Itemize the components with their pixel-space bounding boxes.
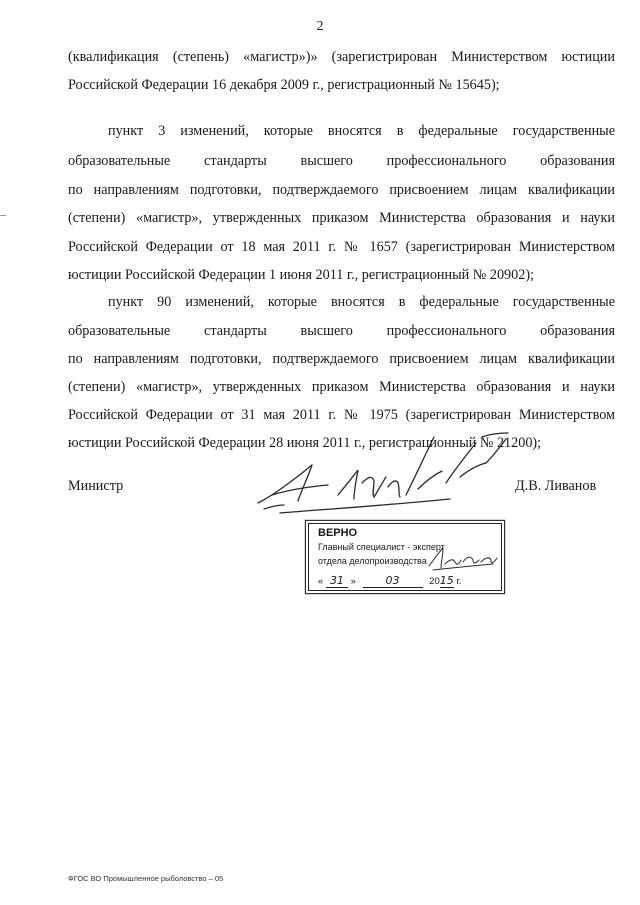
page-number: 2 (316, 19, 324, 34)
text-line: образовательные стандарты высшего профессионального образования (68, 153, 615, 169)
stamp-signature (427, 542, 499, 576)
date-month: 03 (363, 574, 423, 588)
text-line: пункт 3 изменений, которые вносятся в федеральные государственные (108, 123, 615, 139)
date-year-end: г. (456, 576, 462, 587)
date-year-prefix: 20 (429, 576, 440, 587)
stamp-title: ВЕРНО (318, 527, 358, 539)
date-open-quote: « (318, 576, 324, 587)
minister-title: Министр (68, 478, 124, 494)
text-line: образовательные стандарты высшего профессионального образования (68, 323, 615, 339)
stamp-department: отдела делопроизводства (318, 556, 427, 566)
text-line: по направлениям подготовки, подтверждаемого присвоением лицам квалификации (68, 351, 615, 367)
text-line: Российской Федерации от 31 мая 2011 г. № 1975 (зарегистрирован Министерством (68, 407, 615, 423)
date-day: 31 (326, 574, 348, 588)
stamp-date (318, 574, 461, 588)
text-line: (степени) «магистр», утвержденных приказом Министерства образования и науки (68, 379, 615, 395)
margin-mark (0, 215, 6, 216)
minister-name: Д.В. Ливанов (515, 478, 597, 494)
stamp-position: Главный специалист - эксперт (318, 542, 445, 552)
text-line: (квалификация (степень) «магистр»)» (зарегистрирован Министерством юстиции (68, 49, 615, 65)
text-line: (степени) «магистр», утвержденных приказом Министерства образования и науки (68, 210, 615, 226)
footer-text: ФГОС ВО Промышленное рыболовство – 05 (68, 874, 224, 883)
text-line: Российской Федерации 16 декабря 2009 г., регистрационный № 15645); (68, 77, 500, 93)
text-line: по направлениям подготовки, подтверждаемого присвоением лицам квалификации (68, 182, 615, 198)
date-year-suffix: 15 (439, 574, 454, 587)
text-line: Российской Федерации от 18 мая 2011 г. № 1657 (зарегистрирован Министерством (68, 239, 615, 255)
text-line: юстиции Российской Федерации 1 июня 2011 г., регистрационный № 20902); (68, 267, 534, 283)
handwritten-signature (250, 425, 520, 520)
certification-stamp (308, 523, 502, 591)
text-line: пункт 90 изменений, которые вносятся в федеральные государственные (108, 294, 615, 310)
text-line: юстиции Российской Федерации 28 июня 2011 г., регистрационный № 21200); (68, 435, 542, 451)
date-close-quote: » (350, 576, 356, 587)
